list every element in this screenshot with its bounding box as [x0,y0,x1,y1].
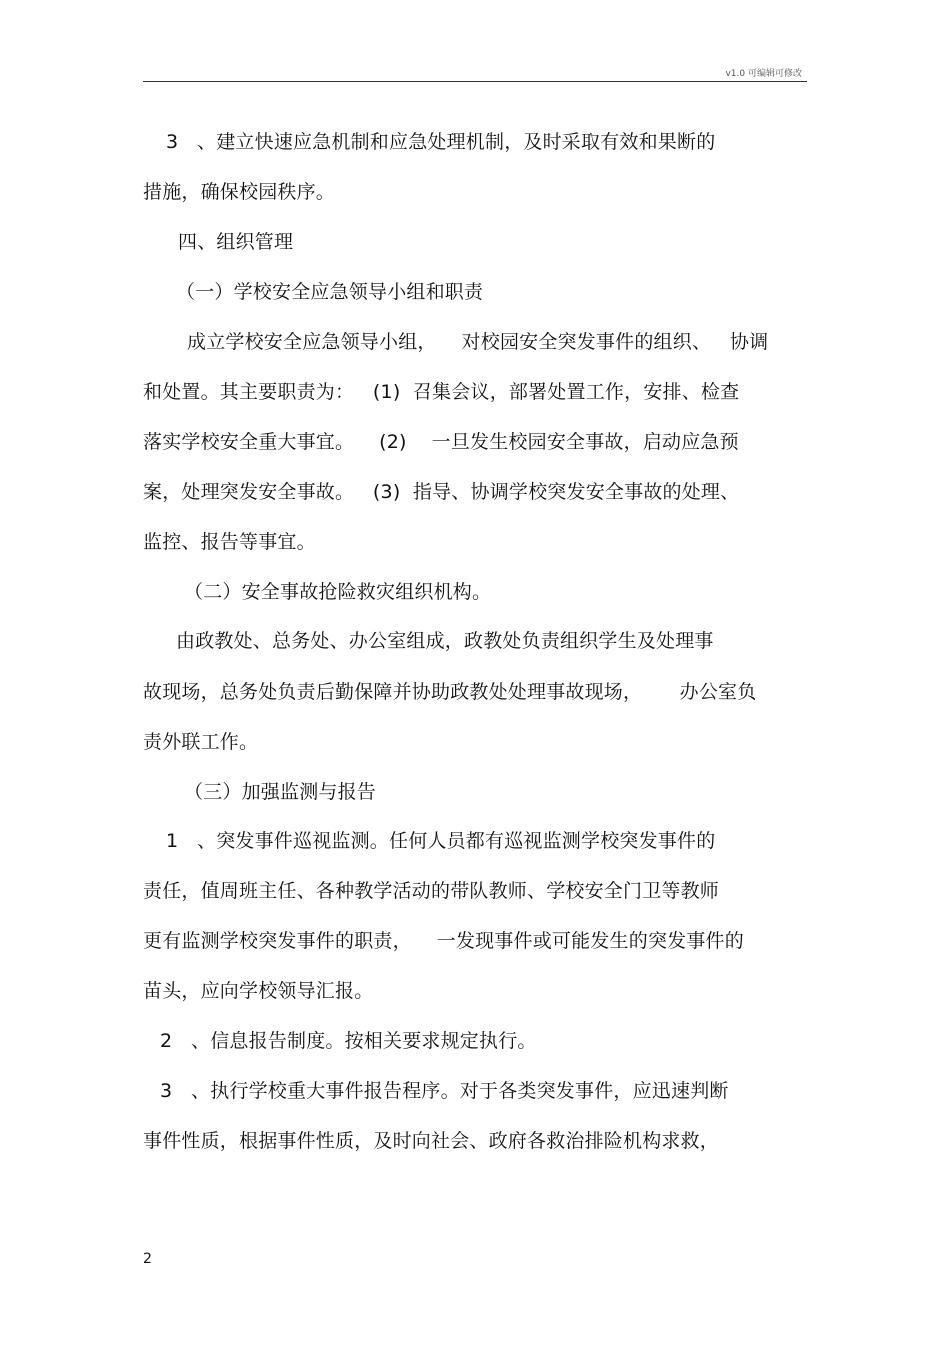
body-line: 2 、信息报告制度。按相关要求规定执行。 [160,1030,537,1052]
header-version-tag: v1.0 可编辑可修改 [725,69,802,79]
subsection-heading: （三）加强监测与报告 [184,781,377,803]
body-line: 落实学校安全重大事宜。 (2) 一旦发生校园安全事故，启动应急预 [143,431,739,453]
body-line: 监控、报告等事宜。 [143,531,316,553]
body-line: 措施，确保校园秩序。 [143,181,336,203]
body-line: 苗头，应向学校领导汇报。 [143,980,374,1002]
subsection-heading: （二）安全事故抢险救灾组织机构。 [184,581,492,603]
body-line: 3 、执行学校重大事件报告程序。对于各类突发事件，应迅速判断 [160,1080,729,1102]
body-line: 责任，值周班主任、各种教学活动的带队教师、学校安全门卫等教师 [143,880,720,902]
body-line: 和处置。其主要职责为： (1) 召集会议，部署处置工作，安排、检查 [143,381,740,403]
body-line: 1 、突发事件巡视监测。任何人员都有巡视监测学校突发事件的 [166,830,716,852]
body-line: 案，处理突发安全事故。 (3) 指导、协调学校突发安全事故的处理、 [143,481,740,503]
body-line: 3 、建立快速应急机制和应急处理机制，及时采取有效和果断的 [166,131,716,153]
section-heading: 四、组织管理 [178,231,294,253]
page-number: 2 [143,1251,152,1267]
body-line: 由政教处、总务处、办公室组成，政教处负责组织学生及处理事 [176,630,714,652]
header-rule [143,81,807,82]
body-line: 责外联工作。 [143,731,259,753]
body-line: 成立学校安全应急领导小组， 对校园安全突发事件的组织、 协调 [187,331,769,353]
body-line: 故现场，总务处负责后勤保障并协助政教处处理事故现场， 办公室负 [143,681,757,703]
body-line: 更有监测学校突发事件的职责， 一发现事件或可能发生的突发事件的 [143,930,744,952]
body-line: 事件性质，根据事件性质，及时向社会、政府各救治排险机构求救， [143,1130,720,1152]
subsection-heading: （一）学校安全应急领导小组和职责 [176,281,484,303]
